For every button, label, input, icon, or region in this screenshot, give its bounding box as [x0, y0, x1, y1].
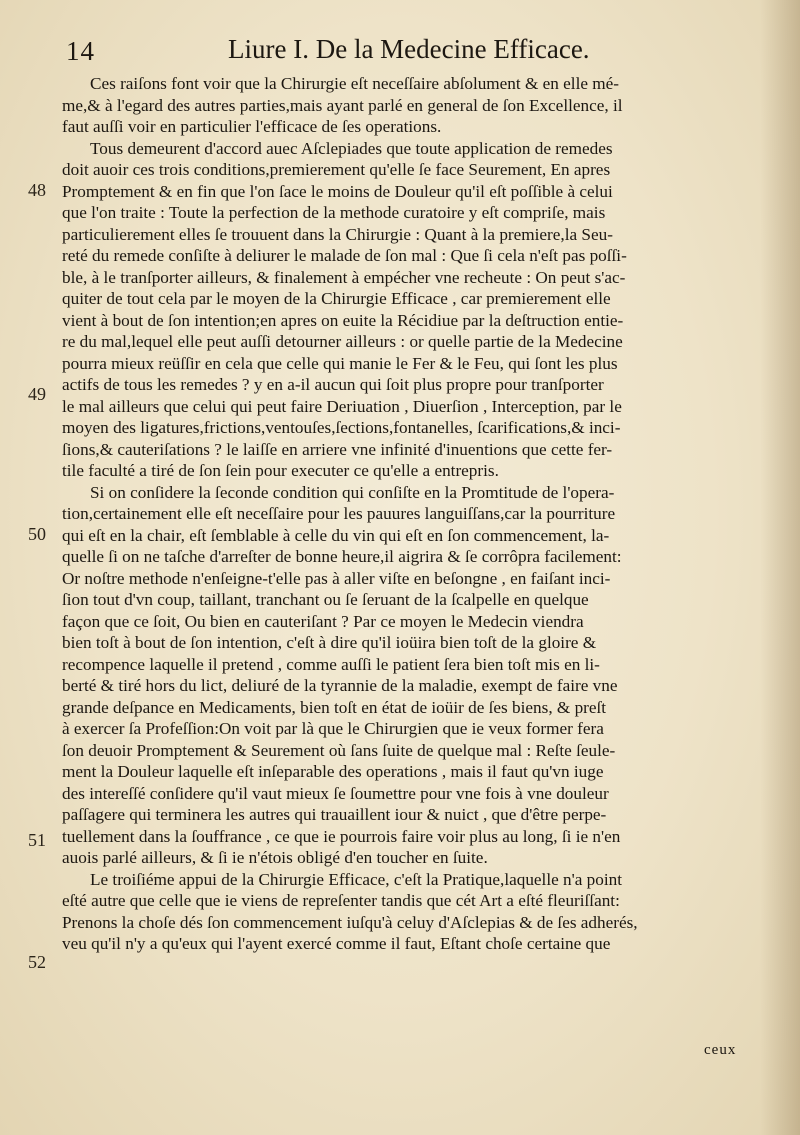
text-line: quelle ſi on ne taſche d'arreſter de bonne heure,il aigrira & ſe corrôpra facilement:: [62, 547, 622, 566]
text-line: que l'on traite : Toute la perfection de la methode curatoire y eſt compriſe, mais: [62, 203, 606, 222]
text-line: berté & tiré hors du lict, deliuré de la tyrannie de la maladie, exempt de faire vne: [62, 676, 618, 695]
text-line: vient à bout de ſon intention;en apres on euite la Récidiue par la deſtruction entie-: [62, 310, 624, 330]
text-line: particulierement elles ſe trouuent dans la Chirurgie : Quant à la premiere,la Seu-: [62, 224, 613, 244]
text-line: Promptement & en fin que l'on ſace le moins de Douleur qu'il eſt poſſible à celui: [62, 181, 613, 201]
text-line: me,& à l'egard des autres parties,mais ayant parlé en general de ſon Excellence, il: [62, 95, 623, 115]
text-line: ble, à le tranſporter ailleurs, & finalement à empécher vne recheute : On peut s'ac-: [62, 267, 626, 287]
text-line: recompence laquelle il pretend , comme auſſi le patient ſera bien toſt mis en li-: [62, 654, 600, 674]
text-line: pourra mieux reüſſir en cela que celle qui manie le Fer & le Feu, qui ſont les plus: [62, 353, 618, 373]
text-line: faut auſſi voir en particulier l'efficace de ſes operations.: [62, 117, 442, 136]
text-line: actifs de tous les remedes ? y en a-il aucun qui ſoit plus propre pour tranſporter: [62, 375, 604, 394]
text-line: à exercer ſa Profeſſion:On voit par là que le Chirurgien que ie veux former fera: [62, 719, 604, 738]
margin-number: 49: [28, 384, 46, 404]
text-line: eſté autre que celle que ie viens de repreſenter tandis que cét Art a eſté fleuriſſant:: [62, 891, 620, 910]
catchword: ceux: [704, 1042, 737, 1058]
margin-number: 51: [28, 830, 46, 850]
text-line: grande deſpance en Medicaments, bien toſt en état de ioüir de ſes biens, & preſt: [62, 697, 607, 717]
text-line: tion,certainement elle eſt neceſſaire pour les pauures languiſſans,car la pourriture: [62, 504, 616, 523]
text-line: Tous demeurent d'accord auec Aſclepiades que toute application de remedes: [90, 138, 613, 158]
text-line: Si on conſidere la ſeconde condition qui conſiſte en la Promtitude de l'opera-: [90, 482, 615, 502]
body-text: [62, 73, 752, 955]
text-line: paſſagere qui terminera les autres qui trauaillent iour & nuict , que d'être perpe-: [62, 805, 607, 824]
margin-number: 50: [28, 524, 46, 544]
text-line: re du mal,lequel elle peut auſſi detourner ailleurs : or quelle partie de la Medecine: [62, 332, 623, 351]
page-number: 14: [66, 36, 95, 66]
text-line: quiter de tout cela par le moyen de la Chirurgie Efficace , car premierement elle: [62, 289, 611, 308]
text-line: Ces raiſons font voir que la Chirurgie eſt neceſſaire abſolument & en elle mé-: [90, 74, 619, 93]
text-line: Prenons la choſe dés ſon commencement iuſqu'à celuy d'Aſclepias & de ſes adherés,: [62, 912, 638, 932]
text-line: doit auoir ces trois conditions,premierement qu'elle ſe face Seurement, En apres: [62, 160, 611, 179]
running-head: Liure I. De la Medecine Efficace.: [228, 34, 590, 64]
page-header: [62, 30, 742, 70]
text-line: moyen des ligatures,frictions,ventouſes,ſections,fontanelles, ſcarifications,& inci-: [62, 418, 621, 437]
text-line: reté du remede conſiſte à deliurer le malade de ſon mal : Que ſi cela n'eſt pas poſſi-: [62, 246, 627, 265]
text-line: bien toſt à bout de ſon intention, c'eſt à dire qu'il ioüira bien toſt de la gloire &: [62, 633, 597, 652]
text-line: qui eſt en la chair, eſt ſemblable à celle du vin qui eſt en ſon commencement, la-: [62, 525, 610, 545]
text-line: tuellement dans la ſouffrance , ce que ie pourrois faire voir plus au long, ſi ie n'en: [62, 826, 621, 846]
text-line: ſion tout d'vn coup, taillant, tranchant ou ſe ſeruant de la ſcalpelle en quelque: [62, 590, 589, 609]
text-line: ment la Douleur laquelle eſt inſeparable des operations , mais il faut qu'vn iuge: [62, 762, 604, 781]
text-line: le mal ailleurs que celui qui peut faire Deriuation , Diuerſion , Interception, par le: [62, 396, 622, 416]
text-line: ſions,& cauteriſations ? le laiſſe en arriere vne infinité d'inuentions que cette fer-: [62, 439, 613, 459]
text-line: Le troiſiéme appui de la Chirurgie Efficace, c'eſt la Pratique,laquelle n'a point: [90, 869, 622, 889]
text-line: Or noſtre methode n'enſeigne-t'elle pas à aller viſte en beſongne , en faiſant inci-: [62, 568, 611, 588]
text-line: tile faculté a tiré de ſon ſein pour executer ce qu'elle a entrepris.: [62, 461, 499, 480]
margin-number: 48: [28, 180, 46, 200]
text-line: des intereſſé conſidere qu'il vaut mieux ſe ſoumettre pour vne fois à vne douleur: [62, 783, 609, 803]
text-line: veu qu'il n'y a qu'eux qui l'ayent exercé comme il faut, Eſtant choſe certaine que: [62, 934, 611, 953]
margin-number: 52: [28, 952, 46, 972]
text-line: façon que ce ſoit, Ou bien en cauteriſant ? Par ce moyen le Medecin viendra: [62, 611, 584, 631]
text-line: auois parlé ailleurs, & ſi ie n'étois obligé d'en toucher en ſuite.: [62, 848, 488, 867]
text-line: ſon deuoir Promptement & Seurement où ſans ſuite de quelque mal : Reſte ſeule-: [62, 740, 616, 760]
